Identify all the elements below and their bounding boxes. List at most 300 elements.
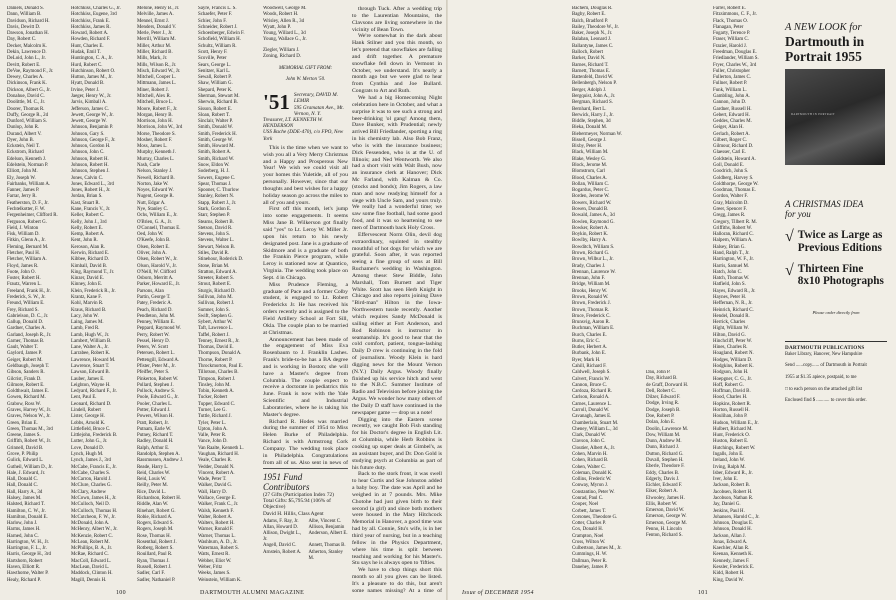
name-entry: Clavson, John C. [572,439,606,445]
name-entry: Cohen, Walter C. [572,464,606,470]
name-entry: McCabe, Charles S. [71,470,111,476]
name-entry: Hoffman, David B. [713,389,751,395]
name-entry: Sadler, Carl F. [137,571,165,577]
name-entry: Eddy, Charles B. [646,470,680,476]
name-entry: Stewart, Nelson B. [198,244,235,250]
name-entry: Bollan, William C. [572,181,609,187]
name-entry: Grove, P. Philip [7,451,38,457]
name-entry: Johnson, Douglas E. [713,521,754,527]
name-entry: Thomas, David E. [198,345,234,351]
name-entry: Jenkins, Paul H. [713,508,745,514]
name-entry: Howard, Robert A. [71,31,109,37]
ad-bullet [785,263,887,289]
name-entry: Young, Willard L., 3d [263,31,306,37]
name-entry: Jackson, Allan J. [713,533,746,539]
name-entry: Caldwell, Joseph S. [572,370,611,376]
name-entry: Jewett, George W., Jr. [71,112,114,118]
name-entry: Brown, Frederick J. [572,301,611,307]
name-entry: Edelstein, Norman P. [7,163,49,169]
name-entry: Fergenheimer, Clifford R. [7,213,58,219]
name-entry: Van Raalte, Kenneth L. [198,445,244,451]
name-entry: Weinstein, William K. [198,577,242,583]
name-entry: Fisk, William D. [7,232,40,238]
name-entry: Brown, Thomas R. [572,307,610,313]
name-entry: Sisson, Robert E. [198,106,232,112]
name-entry: Laing, James M. [71,320,104,326]
name-entry: Gutheil, William D., Jr. [7,464,53,470]
memorial-gift-name: John W. Merton '50. [285,77,326,83]
name-entry: Noyes, Edward W. [137,188,174,194]
name-entry: Johnson, Gordon H. [71,144,111,150]
name-entry: Keenan, Kenneth K. [713,552,753,558]
ad-headline-line3: Portrait 1955 [785,49,862,64]
name-entry: Jones, Calvin C. [71,175,104,181]
name-entry: Bixby, Peter H. [572,144,603,150]
name-entry: Heinrich, Richard C. [713,307,754,313]
coupon-gift-option[interactable]: □ to each person on the attached gift list [785,386,862,392]
name-entry: McCarron, Harold J. [71,477,112,483]
name-entry: Duffy, George R., 2d [7,112,49,118]
name-entry: Johnson, Gary S. [71,131,105,137]
name-entry: Gebert, Edward H. [713,112,750,118]
name-entry: Gordon, Walter F. [713,194,748,200]
name-entry: Taffel, Robert J. [198,332,230,338]
name-entry: Schier, John F. [198,18,227,24]
name-entry: Jordan, Brian S. [71,194,103,200]
coupon-copies-line[interactable]: Send ......copy...... of Dartmouth in Portrait [785,363,867,369]
name-entry: Radley, Donald H. [137,439,174,445]
name-entry: Peach, Richard D. [137,307,173,313]
name-entry: Berger, Adolph J. [572,87,607,93]
name-entry: Magill, Dennis H. [71,577,107,583]
name-entry: Foster, Robert H. [7,276,41,282]
name-entry: Brooks, Henry W. [572,288,608,294]
name-entry: Lindell, Robert [71,408,101,413]
name-entry: Fletcher, Paul H. [7,250,40,256]
name-entry: Pinkerton, Robert W. [137,376,179,382]
name-entry: Murphy, Kenneth J. [137,150,176,156]
name-entry: Byer, Mark H. [572,357,601,363]
name-entry: Lutter, John G., Jr. [71,439,108,445]
name-entry: Lambert, William B. [71,338,112,344]
name-entry: Rose, Thomas H. [137,533,171,539]
name-entry: Schultz, William R. [198,43,237,49]
name-entry: Parsons, Alan [137,288,164,294]
name-entry: Halsey, Brian G. [713,244,746,250]
name-entry: Bowald, James A., 3d [572,213,615,219]
name-entry: Dyer, John B. [7,137,34,143]
name-entry: Nash, Carle [137,163,161,169]
contributor-name: Allan, Howard D. [263,525,299,531]
name-entry: Goll, Donald E. [713,163,744,169]
name-entry: Fogarty, Terence P. [713,31,751,37]
name-entry: Dawson, Jonathan H. [7,31,49,37]
body-paragraph: We have to chop things short this month so all you gives can be listed. It's a pleasure to do this, but aren't some names missing? At a time of [352,567,442,594]
order-coupon [785,341,887,405]
name-entry: Shaw, William G. [198,81,233,87]
name-entry: Kohl, Marvin R. [71,301,104,307]
name-entry: Goldthorpe, George W. [713,181,759,187]
name-entry: Tenney, Ernest R., Jr. [198,338,240,344]
name-entry: Brown, Ronald W. [572,294,609,300]
name-entry: Ledyard, Richard F., Jr. [71,389,117,395]
body-paragraph: Announcement has been made of the engagement of Miss Eva Rosenbaum to J. Franklin Lashes. Frank's bride-to-be has a BA degree and is working in Boston; she will have a Master's degree from Columbia. The couple expect to receive a doctorate in pediatrics this June. Frank is now with the Yale Scientific and Industrial Laboratories, where he is taking his Master's degree. [263,336,348,418]
name-entry: Bruce, Frederick C. [572,313,611,319]
name-entry: Halpern, William A. [713,238,753,244]
name-entry: Fitkin, Glenn A., Jr. [7,238,46,244]
name-entry: Petersen, Robert L. [137,351,175,357]
name-entry: Greer, Spencer F. [713,207,747,212]
name-entry: Fairbanks, William A. [7,181,51,187]
name-entry: Conrad, Paul C. [572,495,604,501]
name-entry: Foote, John O. [7,269,36,275]
body-paragraph: We had a big Homecoming Night celebration here in October, and what a surprise it was to see such a strong and beer-drinking 'ol gang! Among them, Dave Bunker, with Prudential; newly arrived Bill Friedlander, sporting a ring in his chemistry lab. Also Bob Franz, who is with the insurance business; Dick Fessenden, who is at the U. of Illinois; and Ned Wentworth. We also had a short visit with Walt Bush, now an insurance clerk at Hanover; Dick Mc Farland, with Kalman & Co. (stocks and bonds); Jim Rogers, a law man and now readying himself for a siege with Uncle Sam, and yours truly. We really had a wonderful time; we saw some fine football, had some good food, and it was so heartening to see men of Dartmouth back Holy Cross. [352,94,442,231]
name-entry: Hoagland, Robert N. [713,351,754,357]
name-list-secondary [263,48,348,61]
name-entry: Danehey, James P. [572,565,609,571]
name-entry: Morgan, Henry B. [137,112,173,118]
contributor-name: Allison, Benjamin [308,525,345,531]
name-entry: Healy, Richard P. [7,577,41,583]
name-entry: Fullner, Robert P. [713,81,748,87]
name-entry: Barnes, Richard T. [572,62,609,68]
name-entry: Graves, Nelson W., Jr. [7,414,51,420]
name-entry: Throckmorton, Paul E. [198,364,243,370]
name-entry: Eberle, Theodore F. [646,464,685,470]
coupon-address: Baker Library, Hanover, New Hampshire [785,351,863,357]
name-entry: Moore, Robert F., Jr. [137,106,178,112]
body-paragraph: Digging into the Eastern scene recently, we caught Bob Fish standing for his Doctor's degree in English Lit. at Columbia, while Herb Robbins is cooking up super deals at Gimbel's, as an assistant buyer, and Dr. Don Gold is studying psych at Columbia as part of his future duty. [352,416,442,471]
name-entry: Day, Richard B. [646,376,678,382]
name-entry: Sadler, Nathaniel P. [137,577,176,583]
name-entry: Funk, William L. [713,87,747,93]
name-entry: Dewey, Charles A. [7,75,44,81]
name-entry: Brown, Wilbur L., Jr. [572,257,614,263]
body-paragraph: Back to the stork front, it was swell to hear Curtis and Sue Johnston added a baby boy. The date was April and he weighed in at 7 pounds. Mrs. Mike Chotohe had just given birth to their second (a girl) and since both mothers were housed in the Mary Hitchcock Memorial in Hanover, a good time was had by all. Connie, Stu's wife, is in her third year of nursing, but in a teaching fellow in the Physics Department, where his time is split between teaching and working for his Master's. Stu says he is always open to 'fifties. [352,471,442,567]
name-entry: Mittmann, James L. [137,81,177,87]
name-entry: Strout, Robert E. [198,282,232,288]
name-entry: Rogers, Joseph M. [137,527,174,533]
name-entry: Gallup, Donald D. [7,320,44,326]
name-entry: Kidd, Robert H. [713,571,745,577]
name-entry: Halsted, Richard T. [7,502,45,508]
name-entry: Krantz, Kane F. [71,294,102,300]
name-entry: Cohen, Marvin H. [572,451,608,457]
name-entry: Walker, Frank C., Jr. [198,502,239,508]
name-entry: Cardoza, Richard R. [572,389,612,395]
name-entry: Doolittle, M. C., Jr. [7,100,46,106]
name-entry: Howden, Richard F. [71,37,111,43]
name-entry: Cannon, Bruce C. [572,382,608,388]
name-entry: Veale, Charles R. [198,458,232,464]
name-entry: Hamilton, C. W., Jr. [7,508,46,514]
name-entry: Hopkins, Robert R. [713,401,752,407]
name-entry: Geiger, Alan H. [713,125,744,131]
name-entry: Frederick, S. W., Jr. [7,294,46,300]
name-entry: Hurd, Robert C. [71,62,103,68]
name-entry: Wrisley, Allen R., 3d [263,18,305,24]
name-entry: Chamberlain, Stuart M. [572,420,619,426]
name-entry: Washburn, A. D., Jr. [198,539,238,545]
name-entry: Parker, Howard E., Jr. [137,282,181,288]
name-entry: Stevens, John S. [198,232,231,238]
name-list-column [71,6,136,584]
name-entry: Tyler, Peter L. [198,420,226,426]
name-entry: Cavanagh, James E. [572,414,612,420]
name-entry: Rotberg, Robert S. [137,546,174,552]
name-entry: Gerlach, Robert A. [713,131,750,137]
ad-bullet-text: Thirteen Fine 8x10 Photographs [797,262,884,288]
name-entry: Littlejohn, Frederick B. [71,433,118,439]
name-entry: Lamb, Hugh W., Jr. [71,332,110,338]
name-entry: Upton, John A. [198,426,228,432]
name-entry: Kinzer, David E. [71,276,104,282]
name-entry: Freeland, Frank H., Jr. [7,288,51,294]
name-entry: Field, J. Winton [7,225,39,231]
name-entry: Kelly, John J., 3rd [71,219,107,225]
name-entry: Melville, James A. [137,12,174,18]
name-entry: McClure, Charles G. [71,483,112,489]
name-entry: Bagby, Robert E. [572,12,606,18]
name-list-column [572,6,644,584]
name-entry: Mitchell, Bruce L. [137,100,174,106]
name-entry: Kast, Stuart R. [71,200,100,206]
name-entry: Merle, Peter J., Jr. [137,31,173,37]
name-entry: Black, William M. [572,150,609,156]
name-entry: Soderberg, H. J. [198,169,230,175]
name-entry: Klein, Frederick R., Jr. [71,288,116,294]
name-entry: Kaechler, Allan R. [713,546,750,552]
name-entry: Pendleton, John M. [137,313,176,319]
name-entry: Fanner, James P. [7,188,40,194]
name-entry: Devitt, Robert E. [7,62,41,68]
name-entry: Pfeiffer, Peter S. [137,370,170,376]
contributor-name: Anderson, Albert E. [308,531,348,537]
name-entry: Brown, Richard G. [572,250,610,256]
name-entry: Cohen, Richard B. [572,458,609,464]
name-entry: Smith, Robert A. [198,150,232,156]
name-entry: Gilmour, Richard D. [713,144,754,150]
name-entry: Misch, Edward W., Jr. [137,68,181,74]
name-entry: Davidson, Richard H. [7,18,50,24]
name-entry: Flack, Thomas O. [713,18,748,24]
name-entry: Bellenbergh, Nelson P. [572,81,617,87]
name-entry: Valle, Peter R. [198,433,227,439]
name-entry: Merrill, William M. [137,37,176,43]
name-entry: Garland, Joseph R., Jr. [7,332,52,338]
name-entry: Geldbaugh, Joseph T. [7,364,50,370]
name-entry: Lamb, Fred R. [71,326,100,332]
name-entry: Tucker, Robert [198,395,228,401]
name-entry: Johnson, George F., Jr. [71,137,116,143]
name-entry: Kessler, Frederick E. [713,565,755,571]
name-entry: Smith, Howard M. [198,144,235,150]
name-entry: Hudak, Emil T. [71,49,101,55]
name-entry: Sayre, Francis L. S. [198,6,237,11]
coupon-enclosed-line[interactable]: Enclosed find $ ........... to cover this order. [785,398,867,404]
name-entry: Dodge, Joseph B. [646,407,681,413]
name-entry: Elwooley, James H. [646,495,685,501]
name-entry: Duvall, Stephen H. [646,457,684,463]
name-entry: Jacobsen, Robert H. [713,489,753,495]
name-entry: Pettengill, Edward A. [137,357,180,363]
name-entry: Sturgis, Richard D. [198,288,236,294]
name-entry: Dickinson, Frank K. [7,81,47,87]
name-entry: Fenton, Richard S. [646,533,683,539]
fund-total: Total Gifts: $5,795.94 (106% of Objective) [263,498,331,511]
name-entry: Sowers, Eugene C. [198,175,236,181]
name-entry: Rouillard, Paul R. [137,552,173,558]
name-entry: Johnson, Robert H. [71,156,109,162]
name-entry: Kane, Francis V., Jr. [71,207,111,212]
name-entry: Farrel, Robert E. [713,6,746,11]
name-entry: Harrington, F. L., Jr. [7,546,47,552]
name-entry: King, Raymond T., Jr. [71,269,115,275]
name-entry: Gulick, Edward L. [7,458,44,464]
name-entry: Butler, Herbert A. [572,345,608,351]
name-entry: Cotter, Charles P. [572,521,607,527]
name-entry: Frey, Richard S. [7,307,39,313]
name-entry: Nutt, Edgar A. [137,200,166,206]
name-entry: Hall, Donald C. [7,483,38,489]
name-entry: Fullerton, James C. [713,75,752,81]
name-entry: Ellis, Robert W. [646,501,678,507]
name-entry: Sullivan, John M. [198,294,233,300]
name-entry: Cox, Donald H. [572,527,603,533]
name-entry: DeLoid, John L., Jr. [7,56,46,62]
name-entry: Wallace, George E. [198,495,236,501]
name-entry: Ralph, Arthur E. [137,445,170,451]
name-entry: Irving, Ralph M. [713,464,746,470]
name-entry: Bowers, Richard W. [572,200,612,206]
name-entry: Gardner, Charles A. [7,326,46,332]
name-entry: Hilton, David G. [713,332,746,338]
name-entry: Reade, Harry L. [137,464,169,470]
name-entry: Starr, Stephen P. [198,213,231,219]
name-entry: Gilmore, Robert E. [7,382,45,388]
name-entry: Weber, Fritz [198,565,223,571]
name-entry: Cahill, Richard F. [572,364,607,370]
name-entry: Rogers, Edward S. [137,521,174,527]
name-entry: Hotchkiss, Eugene, 3rd [71,12,117,18]
name-entry: McCulloch, Thomas H. [71,508,118,514]
name-entry: Pollock, Andrew S. [137,389,176,395]
name-entry: Olsen, Robert W., Jr. [137,257,178,263]
ad-photo-caption: DARTMOUTH IN PORTRAIT [791,113,835,116]
name-entry: Vedder, Donald N. [198,464,235,470]
coupon-price-line: 1955 at $1.35 apiece, postpaid, to me [785,374,857,380]
name-entry: Harrington, W. H., Jr. [7,539,50,545]
name-entry: Hines, Charles R. [713,345,748,351]
name-entry: Lobbs, Arnold K. [71,420,106,426]
name-entry: Griffith, Robert W., Jr. [7,439,52,445]
name-entry: Farrar, Jerry R. [7,194,37,200]
name-entry: Bieka, Donald M. [572,125,608,131]
fund-contributors-box [263,468,348,562]
ad-headline-line1: A NEW LOOK for [785,22,862,33]
name-entry: Morrison, John H. [137,119,173,125]
name-entry: Peters, W. Scott [137,345,168,351]
name-entry: Bernhard, Bert L. [572,106,607,112]
name-entry: Greene, James S. [7,433,41,439]
name-entry: Blomstrom, Carl [572,169,605,175]
name-entry: Love, Donald D. [71,445,104,451]
dartmouth-portrait-ad [785,22,887,596]
name-entry: Reilly, Peter M. [137,483,168,489]
name-entry: Goodman, Thomas E. [713,188,756,194]
name-entry: Stearns, Robert B. [198,219,234,225]
name-entry: Streeter, Robert S. [198,276,234,282]
name-entry: Miller, Richard B. [137,49,173,55]
name-entry: Johansen, Harold C., Jr. [713,514,760,520]
name-entry: Potter, Edward J. [137,408,171,413]
name-list-column [137,6,197,584]
name-entry: Elliott, John M. [7,169,38,175]
name-entry: Geiger, Robert M. [7,357,43,363]
name-entry: Biddle, Stephen, 3d [572,119,611,125]
name-entry: Johnson, Robert H. [71,163,109,169]
name-entry: Walter, Robert A. [198,514,233,520]
name-entry: Calvert, Francis W. [572,376,610,382]
name-entry: Nelson, Stanley J. [137,169,173,175]
name-entry: Stone, Brian M. [198,263,230,269]
name-entry: McHenry, Albert W., Jr. [71,527,118,533]
name-entry: Harris, Samuel M. [713,263,750,269]
name-list-column [713,6,783,584]
name-entry: Harris, George H., 3rd [7,552,51,558]
name-entry: Hight, William W. [713,326,749,332]
name-entry: Spear, Thomas J. [198,181,232,187]
name-entry: Eckstrom, Richard [7,150,44,156]
name-entry: Haven, Elliott R. [7,565,41,571]
name-entry: Schaefer, Peter F. [198,12,233,18]
name-entry: Mills, Mark, Jr. [137,56,168,62]
fund-participation: (27 Gifts (Participation Index 72) [263,491,334,498]
name-entry: Glaesser, Carl E. [713,150,746,156]
class-notes-1951-column [263,6,348,594]
name-list-column [7,6,69,584]
name-entry: Oliver, John A. [137,250,167,256]
name-entry: Blake, Wesley G. [572,156,607,162]
name-entry: Emerson, David W. [646,508,685,514]
name-entry: Jacobson, Nathan R. [713,495,754,501]
name-entry: DeVoe, Raymond F., Jr. [7,68,54,74]
name-entry: Pollard, Stephen J. [137,382,174,388]
name-entry: Graves, Harvey W., Jr. [7,408,52,413]
name-entry: Lacy, John W. [71,313,99,319]
name-entry: Hoepgner, C. G., Jr. [713,376,752,382]
name-entry: Bergman, Richard S. [572,100,613,106]
right-page [448,0,896,600]
name-entry: Ryan, Thomas J. [137,558,170,564]
name-entry: Hood, Charles H. [713,395,748,401]
name-entry: Reid, Louis W. [137,477,167,483]
name-entry: Emerson, George M. [646,520,687,526]
name-entry: Kennedy, James F. [713,558,750,564]
name-entry: Lent, Paul E. [71,395,97,401]
name-entry: Reid, Charles W. [137,470,171,476]
name-entry: Carroll, Donald W. [572,408,610,413]
name-entry: Ingalls, John E. [713,451,744,457]
name-entry: Eiker, Robert A. [646,489,678,495]
name-entry: Hatch, John C. [713,269,743,275]
name-entry: Corbett, James T. [572,508,607,514]
name-entry: Maddock, Clinton H. [71,571,113,577]
name-entry: Bowlby, Harry A. [572,238,607,244]
checkmark-icon: √ [785,228,794,245]
name-entry: Thorne, Robert P. [198,357,233,363]
name-entry: Buchman, William E. [572,326,615,332]
